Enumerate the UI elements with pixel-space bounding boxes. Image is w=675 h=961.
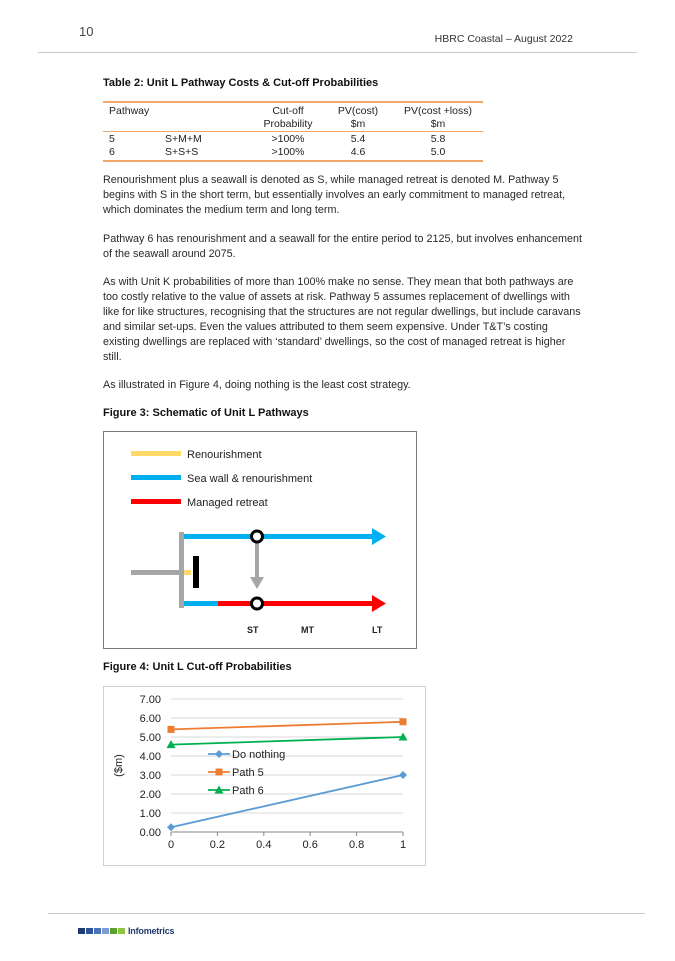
logo-square (118, 928, 125, 934)
table-row-1-pv-cost: 5.4 (350, 133, 366, 145)
footer-rule (48, 913, 645, 914)
logo-square (86, 928, 93, 934)
data-point-do-nothing (399, 771, 407, 779)
legend-label-do-nothing: Do nothing (232, 749, 286, 761)
paragraph-2: Pathway 6 has renourishment and a seawall for the entire period to 2125, but involves enhancement of the seawall around 2075. (103, 233, 582, 260)
legend-marker-path-5 (216, 769, 223, 776)
table-row-2-num: 6 (109, 146, 115, 158)
legend-swatch-managed-retreat (131, 499, 181, 504)
legend-label-path-5: Path 5 (232, 767, 264, 779)
seawall-pathway-line (184, 534, 374, 539)
table-row-1-pv-cost-loss: 5.8 (430, 133, 446, 145)
table-row-2-cutoff: >100% (271, 146, 305, 158)
series-line-path-5 (171, 722, 403, 730)
switch-arrow-head (250, 577, 264, 589)
data-point-path-5 (400, 718, 407, 725)
data-point-path-5 (168, 726, 175, 733)
series-line-path-6 (171, 737, 403, 745)
legend-label-seawall: Sea wall & renourishment (187, 473, 313, 485)
y-tick-label: 1.00 (139, 808, 161, 820)
figure-3-caption: Figure 3: Schematic of Unit L Pathways (103, 407, 309, 419)
table-caption: Table 2: Unit L Pathway Costs & Cut-off Probabilities (103, 77, 379, 89)
y-axis-label: ($m) (113, 754, 125, 777)
table-row-2-pv-cost-loss: 5.0 (430, 146, 446, 158)
table-top-rule (103, 101, 483, 103)
managed-retreat-line (218, 601, 374, 606)
legend-label-path-6: Path 6 (232, 785, 264, 797)
logo-square (110, 928, 117, 934)
page-number: 10 (79, 24, 94, 39)
renourishment-stub (184, 570, 191, 575)
table-row-1-cutoff: >100% (271, 133, 305, 145)
period-label-st: ST (247, 625, 259, 635)
y-tick-label: 3.00 (139, 770, 161, 782)
logo-text: Infometrics (128, 926, 175, 936)
paragraph-4: As illustrated in Figure 4, doing nothing is the least cost strategy. (103, 379, 411, 391)
legend-label-managed-retreat: Managed retreat (187, 497, 268, 509)
pathway-schematic (103, 431, 417, 649)
y-tick-label: 5.00 (139, 732, 161, 744)
logo-square (94, 928, 101, 934)
x-tick-label: 1 (399, 839, 407, 851)
table-header-pv-cost-loss: PV(cost +loss) $m (404, 105, 472, 130)
table-header-pathway: Pathway (109, 105, 150, 117)
legend-swatch-renourishment (131, 451, 181, 456)
cutoff-chart-svg (104, 687, 425, 865)
paragraph-3: As with Unit K probabilities of more than 100% make no sense. They mean that both pathways are too costly relative to the value of assets at risk. Pathway 5 assumes replacement of dwellings with like for like structures, recognising that the structures are not regular dwellings, but include caravans and similar set-ups. Even the values attributed to them seem expensive. Under T&T’s costing existing dwellings are replaced with ‘standard’ dwellings, so the cost of managed retreat is higher still. (103, 276, 581, 363)
table-header-cutoff: Cut-off Probability (263, 105, 313, 130)
table-bottom-rule (103, 160, 483, 162)
running-header: HBRC Coastal – August 2022 (434, 33, 573, 45)
x-tick-label: 0 (167, 839, 175, 851)
paragraph-1: Renourishment plus a seawall is denoted as S, while managed retreat is denoted M. Pathway 5 begins with S in the short term, but essentially involves an early commitment to managed retreat, which dominates the medium term and long term. (103, 174, 566, 216)
legend-swatch-seawall (131, 475, 181, 480)
legend-label-renourishment: Renourishment (187, 449, 262, 461)
cutoff-probability-chart (103, 686, 426, 866)
header-rule (38, 52, 637, 53)
legend-marker-do-nothing (215, 750, 223, 758)
y-tick-label: 0.00 (139, 827, 161, 839)
series-line-do-nothing (171, 775, 403, 827)
x-tick-label: 0.6 (302, 839, 318, 851)
y-tick-label: 2.00 (139, 789, 161, 801)
table-header-rule (103, 131, 483, 132)
period-label-lt: LT (372, 625, 383, 635)
table-row-2-code: S+S+S (165, 146, 199, 158)
x-tick-label: 0.8 (348, 839, 365, 851)
x-tick-label: 0.4 (256, 839, 272, 851)
data-point-do-nothing (167, 823, 175, 831)
logo-square (78, 928, 85, 934)
x-tick-label: 0.2 (209, 839, 226, 851)
decision-node-lower (252, 598, 263, 609)
switch-connector (255, 542, 259, 578)
y-tick-label: 6.00 (139, 713, 161, 725)
table-row-2-pv-cost: 4.6 (350, 146, 366, 158)
table-row-1-num: 5 (109, 133, 115, 145)
y-tick-label: 7.00 (139, 694, 161, 706)
seawall-arrow-head (372, 528, 386, 545)
current-state-line (131, 570, 181, 575)
y-tick-label: 4.00 (139, 751, 161, 763)
pathway-schematic-svg (104, 432, 416, 648)
decision-bar (193, 556, 199, 588)
infometrics-logo (78, 926, 174, 936)
table-header-pv-cost: PV(cost) $m (337, 105, 379, 130)
decision-node-upper (252, 531, 263, 542)
branch-stem (179, 532, 184, 608)
table-row-1-code: S+M+M (165, 133, 202, 145)
figure-4-caption: Figure 4: Unit L Cut-off Probabilities (103, 661, 292, 673)
period-label-mt: MT (301, 625, 314, 635)
seawall-short-term-line (184, 601, 218, 606)
logo-square (102, 928, 109, 934)
managed-retreat-arrow-head (372, 595, 386, 612)
